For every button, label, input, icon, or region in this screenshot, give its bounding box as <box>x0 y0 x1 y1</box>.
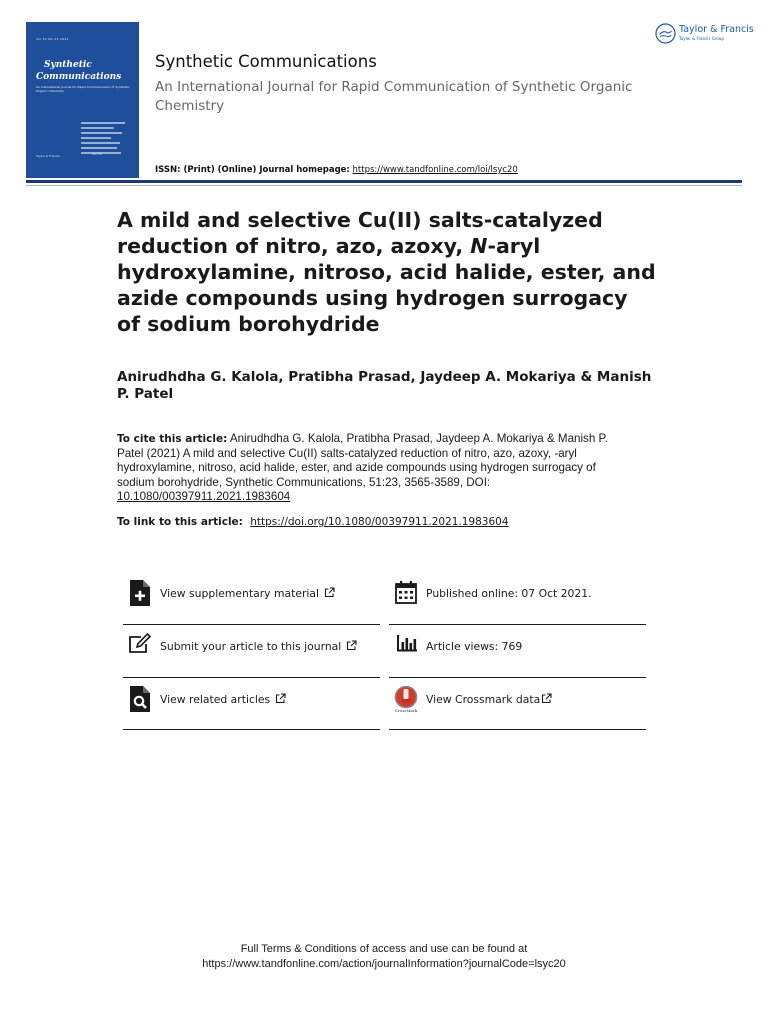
related-label-wrap <box>160 693 286 706</box>
submit-article-link[interactable] <box>123 631 380 671</box>
supplementary-label-wrap <box>160 587 335 600</box>
article-title-part2: -aryl hydroxylamine, nitroso, acid halide, ester, and azide compounds using hydrogen surrogacy of sodium borohydride <box>117 234 656 336</box>
submit-label-wrap <box>160 640 357 653</box>
journal-subtitle: An International Journal for Rapid Communication of Synthetic Organic Chemistry <box>155 79 633 114</box>
article-title <box>117 207 657 337</box>
journal-cover-image <box>26 22 139 178</box>
bar-chart-icon <box>393 631 419 661</box>
publisher-name: Taylor & Francis <box>679 24 754 35</box>
grid-divider <box>123 624 380 625</box>
article-doi-link[interactable]: https://doi.org/10.1080/00397911.2021.1983604 <box>250 516 509 528</box>
grid-divider <box>123 729 380 730</box>
view-related-articles-link[interactable] <box>123 684 380 724</box>
cover-publisher-logo: Taylor & Francis <box>36 154 60 158</box>
article-link-label: To link to this article: <box>117 516 243 528</box>
cover-title-line1: Synthetic <box>44 60 92 70</box>
external-link-icon <box>275 693 286 704</box>
related-label: View related articles <box>160 693 271 706</box>
cover-title-line2: Communications <box>36 72 122 82</box>
citation-label: To cite this article: <box>117 433 228 445</box>
view-supplementary-link[interactable] <box>123 578 380 618</box>
header-divider-thin <box>26 185 742 186</box>
published-label: Published online: 07 Oct 2021. <box>426 587 592 600</box>
citation-doi[interactable]: 10.1080/00397911.2021.1983604 <box>117 490 291 503</box>
published-date <box>389 578 646 618</box>
crossmark-caption: CrossMark <box>394 708 418 713</box>
crossmark-label: View Crossmark data <box>426 693 541 706</box>
article-authors: Anirudhdha G. Kalola, Pratibha Prasad, Jaydeep A. Mokariya & Manish P. Patel <box>117 369 652 402</box>
issn-line <box>155 165 518 175</box>
article-title-part1: A mild and selective Cu(II) salts-catalyzed reduction of nitro, azo, azoxy, <box>117 208 603 258</box>
grid-divider <box>389 729 646 730</box>
journal-homepage-link[interactable]: https://www.tandfonline.com/loi/lsyc20 <box>352 165 518 175</box>
publisher-logo[interactable] <box>655 22 754 46</box>
grid-divider <box>389 677 646 678</box>
views-label: Article views: 769 <box>426 640 523 653</box>
grid-divider <box>123 677 380 678</box>
publisher-group: Taylor & Francis Group <box>679 36 724 41</box>
publisher-logo-icon <box>655 23 676 44</box>
journal-name: Synthetic Communications <box>155 52 377 71</box>
supplementary-label: View supplementary material <box>160 587 320 600</box>
submit-label: Submit your article to this journal <box>160 640 342 653</box>
terms-footer <box>0 942 768 971</box>
issn-label: ISSN: (Print) (Online) Journal homepage: <box>155 165 350 175</box>
citation-block <box>117 432 617 505</box>
crossmark-label-wrap <box>426 693 552 706</box>
supplementary-file-icon <box>127 578 153 608</box>
article-title-italic: N <box>470 234 488 258</box>
header-divider <box>26 180 742 183</box>
external-link-icon <box>346 640 357 651</box>
footer-terms-link[interactable]: https://www.tandfonline.com/action/journalInformation?journalCode=lsyc20 <box>202 957 566 970</box>
cover-editors-block <box>81 122 136 157</box>
cover-subtitle: An International Journal for Rapid Communication of Synthetic Organic Chemistry <box>36 85 130 93</box>
footer-line1: Full Terms & Conditions of access and use can be found at <box>240 943 528 955</box>
citation-text: Anirudhdha G. Kalola, Pratibha Prasad, Jaydeep A. Mokariya & Manish P. Patel (2021) A mild and selective Cu(II) salts-catalyzed reduction of nitro, azo, azoxy, -aryl hydroxylamine, nitroso, acid halide, ester, and azide compounds using hydrogen surrogacy of sodium borohydride, Synthetic Communications, 51:23, 3565-3589, DOI: <box>117 432 608 489</box>
edit-icon <box>127 631 153 661</box>
cover-volume-note: Vol. 51 <box>92 152 103 156</box>
search-document-icon <box>127 684 153 714</box>
external-link-icon <box>324 587 335 598</box>
cover-issue-line: Vol 51 No 23 2021 <box>36 37 69 41</box>
external-link-icon <box>541 693 552 704</box>
article-views <box>389 631 646 671</box>
view-crossmark-link[interactable] <box>389 684 646 724</box>
article-link-line <box>117 516 509 528</box>
grid-divider <box>389 624 646 625</box>
calendar-icon <box>393 578 419 608</box>
